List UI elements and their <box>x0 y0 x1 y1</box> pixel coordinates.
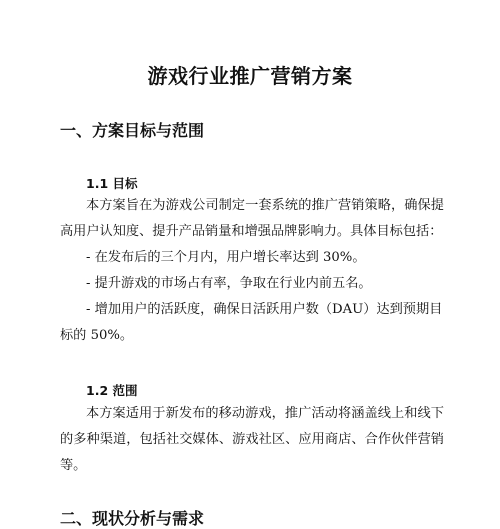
section-heading-goals-scope: 一、方案目标与范围 <box>60 121 205 140</box>
goal-bullet-user-growth: - 在发布后的三个月内，用户增长率达到 30%。 <box>86 250 366 265</box>
subsection-heading-scope: 1.2 范围 <box>86 383 138 398</box>
document-title: 游戏行业推广营销方案 <box>147 64 353 88</box>
goal-bullet-market-share: - 提升游戏的市场占有率，争取在行业内前五名。 <box>86 276 372 291</box>
section-heading-analysis: 二、现状分析与需求 <box>60 509 205 528</box>
subsection-heading-goals: 1.1 目标 <box>86 176 138 191</box>
scope-paragraph: 本方案适用于新发布的移动游戏，推广活动将涵盖线上和线下的多种渠道，包括社交媒体、游戏社区、应用商店、合作伙伴营销等。 <box>60 406 444 473</box>
goals-intro-paragraph: 本方案旨在为游戏公司制定一套系统的推广营销策略，确保提高用户认知度、提升产品销量和增强品牌影响力。具体目标包括： <box>60 198 444 239</box>
goal-bullet-dau: - 增加用户的活跃度，确保日活跃用户数（DAU）达到预期目标的 50%。 <box>60 302 443 343</box>
